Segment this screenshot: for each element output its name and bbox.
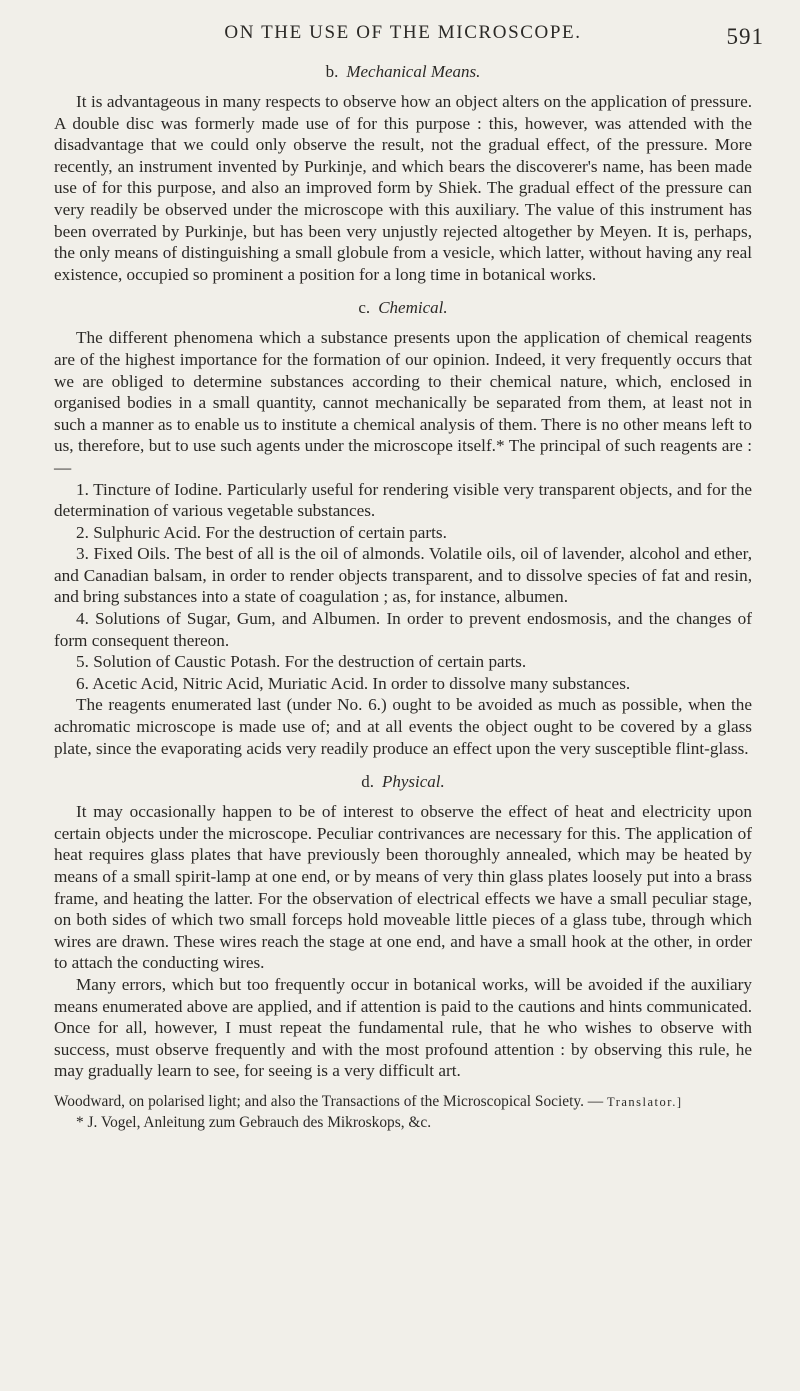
section-c-closing: The reagents enumerated last (under No. 6.) ought to be avoided as much as possible, when the achromatic microscope is made use of; and at all events the object ought to be covered by a glass plate, since the evaporating acids very readily produce an effect upon the very susceptible flint-glass.	[54, 695, 752, 758]
footnote-continuation	[54, 1092, 752, 1113]
section-c-heading	[54, 298, 752, 318]
translator-mark: Translator.]	[607, 1094, 683, 1109]
reagent-item: 1. Tincture of Iodine. Particularly useful for rendering visible very transparent objects, and for the determination of various vegetable substances.	[54, 479, 752, 521]
section-d-closing: Many errors, which but too frequently occur in botanical works, will be avoided if the auxiliary means enumerated above are applied, and if attention is paid to the cautions and hints communicated. Once for all, however, I must repeat the fundamental rule, that he who wishes to observe with success, must observe frequently and with the most profound attention : by observing this rule, he may gradually learn to see, for seeing is a very difficult art.	[54, 974, 752, 1081]
page-number: 591	[726, 24, 764, 49]
section-d-title: Physical.	[381, 772, 445, 792]
reagent-item: 6. Acetic Acid, Nitric Acid, Muriatic Acid. In order to dissolve many substances.	[76, 673, 631, 693]
section-d-heading	[54, 772, 752, 792]
section-b-title: Mechanical Means.	[346, 62, 481, 81]
section-c-intro: The different phenomena which a substance presents upon the application of chemical reagents are of the highest importance for the formation of our opinion. Indeed, it very frequently occurs that we are obliged to determine substances according to their chemical nature, which, enclosed in organised bodies in a small quantity, cannot mechanically be separated from them, at least not in such a manner as to enable us to institute a chemical analysis of them. There is no other means left to us, therefore, but to use such agents under the microscope itself.* The principal of such reagents are : —	[54, 328, 752, 477]
section-d-paragraph: It may occasionally happen to be of interest to observe the effect of heat and electricity upon certain objects under the microscope. Peculiar contrivances are necessary for this. The application of heat requires glass plates that have previously been thoroughly annealed, which may be heated by means of a small spirit-lamp at one end, or by means of very thin glass plates loosely put into a brass frame, and heating the latter. For the observation of electrical effects we have a small peculiar stage, on both sides of which two small forceps hold moveable little pieces of a glass tube, through which wires are drawn. These wires reach the stage at one end, and have a small hook at the other, in order to attach the conducting wires.	[54, 802, 752, 973]
running-title: ON THE USE OF THE MICROSCOPE.	[224, 22, 582, 43]
section-b-heading	[54, 62, 752, 82]
reagent-item: 3. Fixed Oils. The best of all is the oil of almonds. Volatile oils, oil of lavender, alcohol and ether, and Canadian balsam, in order to render objects transparent, and to dissolve species of fat and resin, and bring substances into a state of coagulation ; as, for instance, albumen.	[54, 544, 752, 607]
footnote-vogel: * J. Vogel, Anleitung zum Gebrauch des Mikroskops, &c.	[76, 1113, 432, 1131]
section-c-title: Chemical.	[378, 298, 448, 318]
running-head	[54, 22, 764, 62]
section-b-label: b.	[325, 62, 339, 81]
reagent-item: 5. Solution of Caustic Potash. For the destruction of certain parts.	[76, 652, 527, 672]
footnote-text: Woodward, on polarised light; and also the Transactions of the Microscopical Society. —	[54, 1092, 608, 1110]
reagent-item: 2. Sulphuric Acid. For the destruction of certain parts.	[76, 522, 447, 542]
reagent-item: 4. Solutions of Sugar, Gum, and Albumen. In order to prevent endosmosis, and the changes of form consequent thereon.	[54, 609, 752, 650]
section-b-paragraph: It is advantageous in many respects to observe how an object alters on the application of pressure. A double disc was formerly made use of for this purpose : this, however, was attended with the disadvantage that we could only observe the result, not the gradual effect, of the pressure. More recently, an instrument invented by Purkinje, and which bears the discoverer's name, has been made use of for this purpose, and also an improved form by Shiek. The gradual effect of the pressure can very readily be observed under the microscope with this auxiliary. The value of this instrument has been overrated by Purkinje, but has been very unjustly rejected altogether by Meyen. It is, perhaps, the only means of distinguishing a small globule from a vesicle, which latter, without having any real existence, occupied so prominent a position for a long time in botanical works.	[54, 92, 752, 284]
section-c-label: c.	[358, 298, 371, 318]
section-d-label: d.	[361, 772, 374, 792]
